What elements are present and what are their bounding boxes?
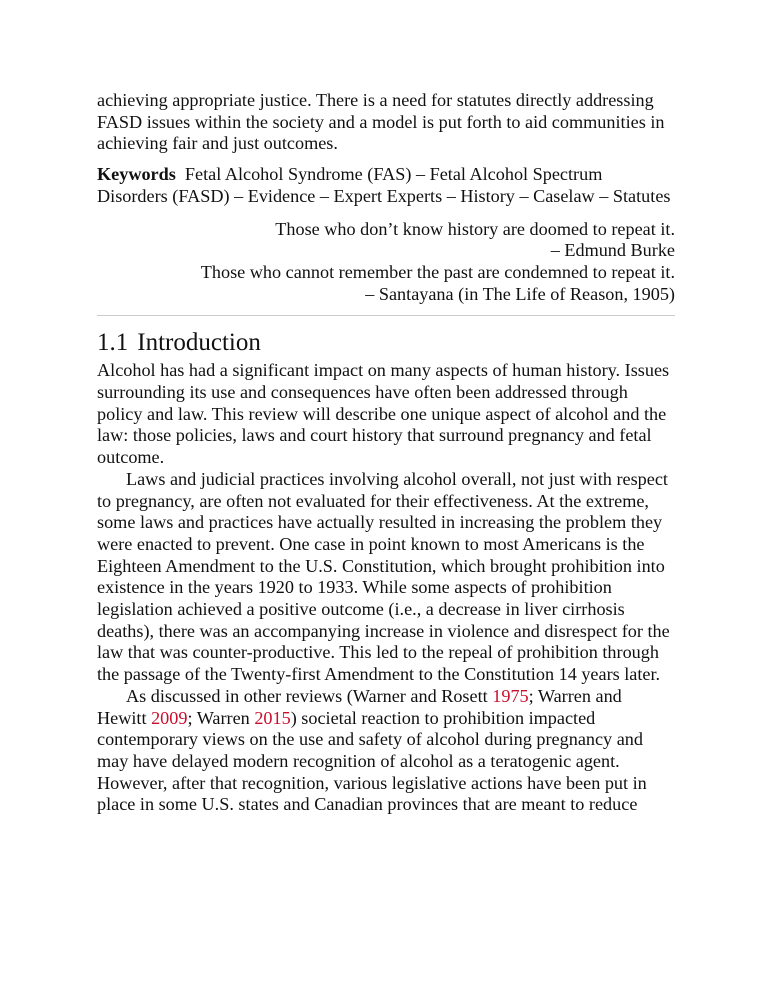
citation-link-warren-hewitt-2009[interactable]: 2009 <box>151 707 188 728</box>
epigraph-author: – Edmund Burke <box>550 240 675 261</box>
abstract-paragraph: achieving appropriate justice. There is a need for statutes directly addressing FASD issues within the society and a model is put forth to aid communities in achieving fair and just outcomes. <box>97 90 665 154</box>
section-heading <box>97 328 675 358</box>
intro-paragraph-2: Laws and judicial practices involving alcohol overall, not just with respect to pregnancy, are often not evaluated for their effectiveness. At the extreme, some laws and practices have actually resulted in increasing the problem they were enacted to prevent. One case in point known to most Americans is the Eighteen Amendment to the U.S. Constitution, which brought prohibition into existence in the years 1920 to 1933. While some aspects of prohibition legislation achieved a positive outcome (i.e., a decrease in liver cirrhosis deaths), there was an accompanying increase in violence and disrespect for the law that was counter-productive. This led to the repeal of prohibition through the passage of the Twenty-first Amendment to the Constitution 14 years later. <box>97 468 670 685</box>
intro-paragraph-1: Alcohol has had a significant impact on many aspects of human history. Issues surrounding its use and consequences have often been addressed through policy and law. This review will describe one unique aspect of alcohol and the law: those policies, laws and court history that surround pregnancy and fetal outcome. <box>97 360 670 468</box>
paragraph-text: ; Warren <box>187 707 255 728</box>
section-number: 1.1 <box>97 329 129 357</box>
epigraph-quote: Those who don’t know history are doomed to repeat it. <box>275 218 675 239</box>
document-page <box>97 90 675 816</box>
section-divider <box>97 315 675 316</box>
epigraph-author: – Santayana (in The Life of Reason, 1905) <box>365 283 675 304</box>
epigraph-block <box>97 219 675 306</box>
epigraph-quote: Those who cannot remember the past are condemned to repeat it. <box>200 261 675 282</box>
paragraph-text: As discussed in other reviews (Warner and Rosett <box>126 685 493 706</box>
keywords-paragraph <box>97 164 675 207</box>
section-title: Introduction <box>137 329 261 357</box>
intro-paragraph-3 <box>97 686 675 816</box>
citation-link-warren-2015[interactable]: 2015 <box>254 707 291 728</box>
keywords-label: Keywords <box>97 164 176 185</box>
keywords-text: Fetal Alcohol Syndrome (FAS) – Fetal Alcohol Spectrum Disorders (FASD) – Evidence – Expert Experts – History – Caselaw – Statutes <box>97 164 671 206</box>
citation-link-warner-rosett-1975[interactable]: 1975 <box>492 685 529 706</box>
paragraph-text: ) societal reaction to prohibition impacted contemporary views on the use and safety of alcohol during pregnancy and may have delayed modern recognition of alcohol as a teratogenic agent. However, after that recognition, various legislative actions have been put in place in some U.S. states and Canadian provinces that are meant to reduce <box>97 707 647 815</box>
paragraph-text: ; Warren and Hewitt <box>97 685 622 728</box>
